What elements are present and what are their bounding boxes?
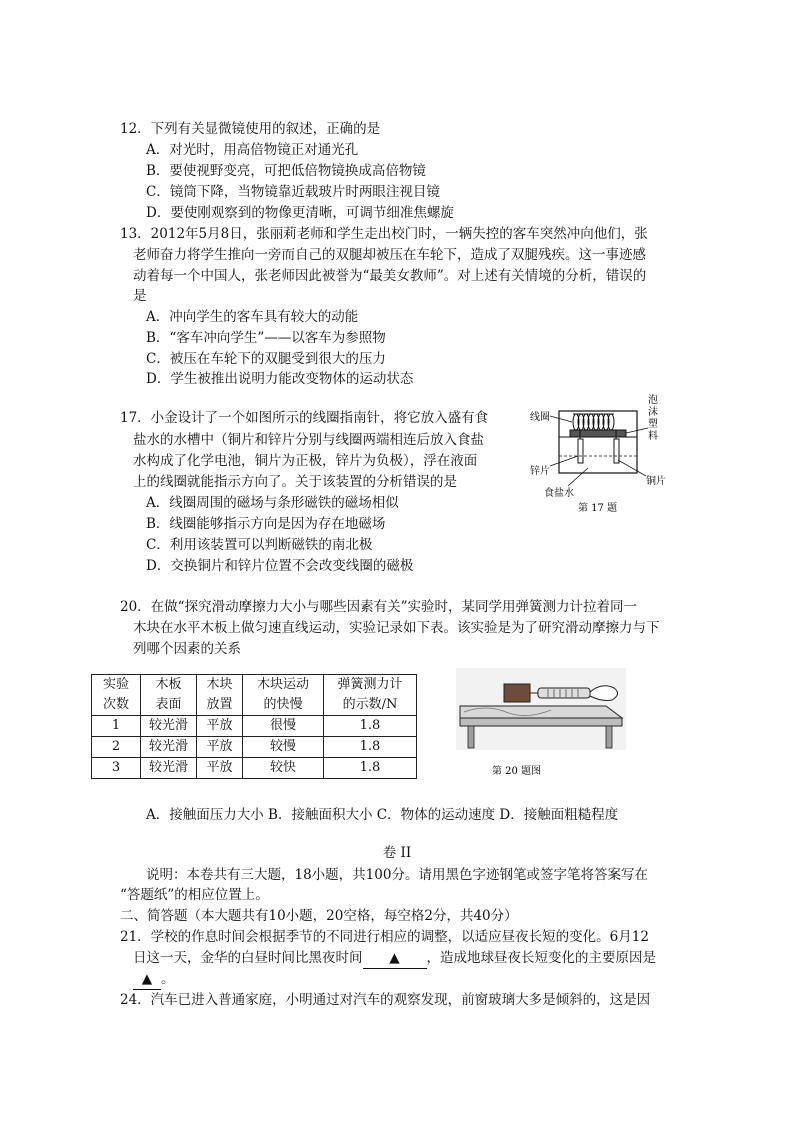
q12-option-c: C．镜筒下降，当物镜靠近载玻片时两眼注视目镜 bbox=[146, 184, 440, 200]
table-cell: 较光滑 bbox=[141, 758, 197, 779]
answer-blank: ▲ bbox=[363, 948, 427, 969]
q17-stem-line: 盐水的水槽中（铜片和锌片分别与线圈两端相连后放入食盐 bbox=[133, 432, 484, 448]
q13-stem-line: 13．2012年5月8日，张丽莉老师和学生走出校门时，一辆失控的客车突然冲向他们，张 bbox=[120, 226, 648, 242]
q21-line bbox=[133, 969, 175, 990]
table-header-cell: 实验 次数 bbox=[92, 675, 141, 716]
table-row bbox=[92, 737, 417, 758]
table-row bbox=[92, 758, 417, 779]
coil-icon bbox=[573, 414, 614, 430]
q13-stem-line: 老师奋力将学生推向一旁而自己的双腿却被压在车轮下，造成了双腿残疾。这一事迹感 bbox=[133, 247, 646, 263]
table-cell: 2 bbox=[92, 737, 141, 758]
table-row bbox=[92, 716, 417, 737]
q17-figure-caption: 第 17 题 bbox=[578, 503, 618, 514]
volume-note-line: 说明：本卷共有三大题，18小题，共100分。请用黑色字迹钢笔或签字笔将答案写在 bbox=[146, 867, 648, 883]
q17-option-a: A．线圈周围的磁场与条形磁铁的磁场相似 bbox=[146, 495, 399, 511]
copper-label: 铜片 bbox=[646, 476, 666, 487]
q17-stem-line: 水构成了化学电池，铜片为正极，锌片为负极），浮在液面 bbox=[133, 453, 478, 469]
q17-option-c: C．利用该装置可以判断磁铁的南北极 bbox=[146, 537, 373, 553]
q20-figure-caption: 第 20 题图 bbox=[492, 766, 542, 777]
foam-label: 泡 bbox=[648, 395, 658, 406]
table-cell: 1.8 bbox=[324, 758, 417, 779]
table-cell: 平放 bbox=[197, 737, 243, 758]
table-cell: 1.8 bbox=[324, 737, 417, 758]
foam-plate bbox=[570, 430, 626, 437]
q17-option-d: D．交换铜片和锌片位置不会改变线圈的磁极 bbox=[146, 558, 414, 574]
table-cell: 1.8 bbox=[324, 716, 417, 737]
volume-title: 卷 II bbox=[382, 845, 412, 861]
table-leg bbox=[606, 726, 612, 748]
answer-blank: ▲ bbox=[133, 969, 161, 990]
table-header-cell: 木块 放置 bbox=[197, 675, 243, 716]
table-leg bbox=[468, 726, 474, 748]
q12-option-b: B．要使视野变亮，可把低倍物镜换成高倍物镜 bbox=[146, 163, 426, 179]
table-header-cell: 木板 表面 bbox=[141, 675, 197, 716]
q13-option-a: A．冲向学生的客车具有较大的动能 bbox=[146, 309, 359, 325]
q13-stem-line: 动着每一个中国人，张老师因此被誉为“最美女教师”。对上述有关情境的分析，错误的 bbox=[133, 268, 647, 284]
foam-label: 塑 bbox=[648, 419, 658, 430]
q21-text: ，造成地球昼夜长短变化的主要原因是 bbox=[426, 950, 656, 966]
zinc-plate bbox=[578, 439, 583, 463]
table-cell: 较光滑 bbox=[141, 737, 197, 758]
experiment-table bbox=[91, 674, 417, 779]
q21-text: 。 bbox=[161, 971, 175, 987]
salt-water-label: 食盐水 bbox=[544, 488, 574, 499]
table-cell: 3 bbox=[92, 758, 141, 779]
q21-text: 日这一天，金华的白昼时间比黑夜时间 bbox=[133, 950, 363, 966]
table-header-row bbox=[92, 675, 417, 716]
table-cell: 较光滑 bbox=[141, 716, 197, 737]
table-cell: 较快 bbox=[243, 758, 324, 779]
q12-stem: 12．下列有关显微镜使用的叙述，正确的是 bbox=[120, 121, 381, 137]
wooden-block bbox=[504, 684, 530, 702]
q17-stem-line: 17．小金设计了一个如图所示的线圈指南针，将它放入盛有食 bbox=[120, 410, 489, 426]
table-cell: 较慢 bbox=[243, 737, 324, 758]
q24-line: 24．汽车已进入普通家庭，小明通过对汽车的观察发现，前窗玻璃大多是倾斜的，这是因 bbox=[120, 992, 651, 1008]
table-header-cell: 弹簧测力计 的示数/N bbox=[324, 675, 417, 716]
foam-label: 沫 bbox=[648, 407, 658, 418]
q13-option-b: B．“客车冲向学生”——以客车为参照物 bbox=[146, 330, 386, 346]
q21-line: 21．学校的作息时间会根据季节的不同进行相应的调整，以适应昼夜长短的变化。6月12 bbox=[120, 929, 649, 945]
q13-option-c: C．被压在车轮下的双腿受到很大的压力 bbox=[146, 351, 386, 367]
table-cell: 1 bbox=[92, 716, 141, 737]
q17-option-b: B．线圈能够指示方向是因为存在地磁场 bbox=[146, 516, 386, 532]
foam-label: 料 bbox=[648, 431, 658, 442]
section-heading: 二、简答题（本大题共有10小题，20空格，每空格2分，共40分） bbox=[120, 908, 518, 924]
q12-option-d: D．要使刚观察到的物像更清晰，可调节细准焦螺旋 bbox=[146, 205, 454, 221]
q17-figure bbox=[528, 394, 678, 516]
coil-label: 线圈 bbox=[530, 412, 550, 423]
q20-figure bbox=[456, 668, 628, 780]
table-edge bbox=[460, 718, 622, 726]
table-cell: 很慢 bbox=[243, 716, 324, 737]
q20-stem-line: 20．在做“探究滑动摩擦力大小与哪些因素有关”实验时，某同学用弹簧测力计拉着同一 bbox=[120, 599, 637, 615]
q20-options: A．接触面压力大小 B．接触面积大小 C．物体的运动速度 D．接触面粗糙程度 bbox=[146, 807, 619, 823]
q13-option-d: D．学生被推出说明力能改变物体的运动状态 bbox=[146, 371, 414, 387]
q12-option-a: A．对光时，用高倍物镜正对通光孔 bbox=[146, 142, 359, 158]
q13-stem-line: 是 bbox=[133, 288, 147, 304]
zinc-label: 锌片 bbox=[530, 466, 550, 477]
copper-plate bbox=[614, 439, 619, 463]
spring-scale-icon bbox=[538, 688, 590, 698]
volume-note-line: “答题纸”的相应位置上。 bbox=[120, 887, 269, 903]
table-header-cell: 木块运动 的快慢 bbox=[243, 675, 324, 716]
table-cell: 平放 bbox=[197, 758, 243, 779]
q20-stem-line: 木块在水平木板上做匀速直线运动，实验记录如下表。该实验是为了研究滑动摩擦力与下 bbox=[133, 620, 660, 636]
table-cell: 平放 bbox=[197, 716, 243, 737]
q21-line bbox=[133, 948, 656, 969]
q17-stem-line: 上的线圈就能指示方向了。关于该装置的分析错误的是 bbox=[133, 474, 457, 490]
q20-stem-line: 列哪个因素的关系 bbox=[133, 641, 241, 657]
